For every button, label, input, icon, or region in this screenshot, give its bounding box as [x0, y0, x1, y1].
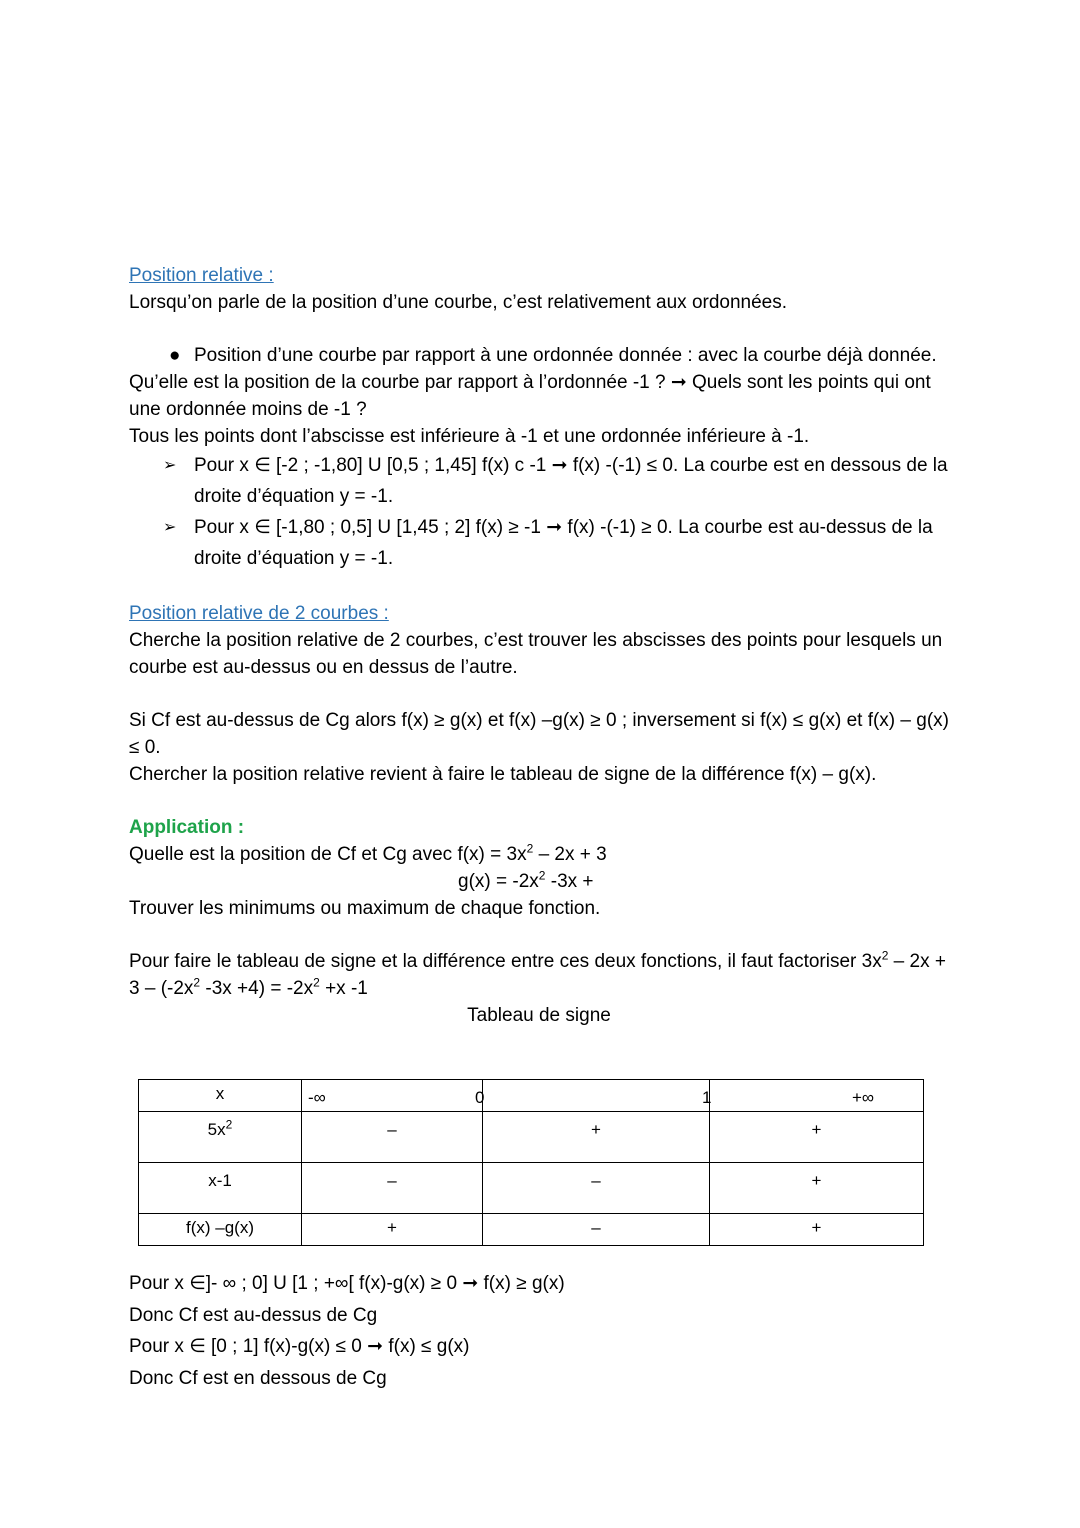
header-plus-infinity: +∞ [852, 1088, 875, 1107]
arrowhead-icon: ➢ [163, 457, 177, 474]
section2-para1: Si Cf est au-dessus de Cg alors f(x) ≥ g(x) et f(x) –g(x) ≥ 0 ; inversement si f(x) ≤ g(x) et f(x) – g(x) ≤ 0. [129, 710, 949, 758]
table-row [139, 1163, 924, 1214]
bullet-text: Position d’une courbe par rapport à une ordonnée donnée : avec la courbe déjà donnée. [194, 345, 937, 366]
table-row [139, 1214, 924, 1246]
intro-text: Lorsqu’on parle de la position d’une courbe, c’est relativement aux ordonnées. [129, 292, 788, 313]
header-one: 1 [702, 1088, 712, 1107]
row-label: $5x^2$ [139, 1112, 302, 1163]
conclusion-line2: Donc Cf est au-dessus de Cg [129, 1304, 378, 1326]
answer-text: Tous les points dont l’abscisse est inférieure à -1 et une ordonnée inférieure à -1. [129, 426, 810, 447]
conclusion-line3: Pour x ∈ [0 ; 1] f(x)-g(x) ≤ 0 ➞ f(x) ≤ g(x) [129, 1336, 470, 1357]
section2-para2: Chercher la position relative revient à faire le tableau de signe de la différence f(x) – g(x). [129, 764, 877, 785]
header-zero: 0 [475, 1088, 485, 1107]
sign-cell: – [302, 1112, 483, 1163]
arrow-item-2-text: Pour x ∈ [-1,80 ; 0,5] U [1,45 ; 2] f(x) ≥ -1 ➞ f(x) -(-1) ≥ 0. La courbe est au-dessus de la droite d’équation y = -1. [194, 517, 933, 569]
document-page [129, 262, 959, 1029]
bullet-item [129, 342, 959, 369]
arrow-item-2 [129, 512, 959, 574]
header-minus-infinity: -∞ [308, 1088, 326, 1107]
table-title: Tableau de signe [467, 1005, 611, 1026]
header-x: x [139, 1080, 302, 1112]
arrowhead-icon: ➢ [163, 519, 177, 536]
sign-cell: + [483, 1112, 710, 1163]
heading-position-2-courbes: Position relative de 2 courbes : [129, 603, 389, 624]
application-line1: Quelle est la position de Cf et Cg avec $f(x) = 3x^2 - 2x + 3$ [129, 841, 607, 865]
heading-application: Application : [129, 817, 245, 838]
bullet-dot-icon: ● [169, 345, 181, 366]
row-label: f(x) –g(x) [139, 1214, 302, 1246]
arrow-item-1-text: Pour x ∈ [-2 ; -1,80] U [0,5 ; 1,45] f(x) c -1 ➞ f(x) -(-1) ≤ 0. La courbe est en dessous de la droite d’équation y = -1. [194, 455, 948, 507]
application-line2: $g(x) = -2x^2$ -3x + [458, 868, 594, 892]
sign-cell: + [710, 1163, 924, 1214]
arrow-item-1 [129, 450, 959, 512]
conclusion-line1: Pour x ∈]- ∞ ; 0] U [1 ; +∞[ f(x)-g(x) ≥ 0 ➞ f(x) ≥ g(x) [129, 1273, 565, 1294]
table-row [139, 1112, 924, 1163]
sign-cell: + [710, 1112, 924, 1163]
sign-table [138, 1079, 924, 1246]
section2-intro: Cherche la position relative de 2 courbes, c’est trouver les abscisses des points pour lesquels un courbe est au-dessus ou en dessus de l’autre. [129, 630, 943, 678]
sign-cell: – [483, 1163, 710, 1214]
row-label: x-1 [139, 1163, 302, 1214]
question-text: Qu’elle est la position de la courbe par rapport à l’ordonnée -1 ? ➞ Quels sont les points qui ont une ordonnée moins de -1 ? [129, 372, 931, 420]
conclusion-line4: Donc Cf est en dessous de Cg [129, 1367, 387, 1389]
application-line3: Trouver les minimums ou maximum de chaque fonction. [129, 898, 601, 919]
sign-cell: + [710, 1214, 924, 1246]
factorisation-paragraph: Pour faire le tableau de signe et la différence entre ces deux fonctions, il faut factoriser $3x^2 - 2x + 3 - (-2x^2$ $-3x +4) = -2x^2 +x$ -1 [129, 948, 946, 999]
sign-cell: – [302, 1163, 483, 1214]
conclusion-block [129, 1268, 959, 1394]
heading-position-relative: Position relative : [129, 265, 274, 286]
table-header-row [139, 1080, 924, 1112]
sign-cell: – [483, 1214, 710, 1246]
sign-cell: + [302, 1214, 483, 1246]
